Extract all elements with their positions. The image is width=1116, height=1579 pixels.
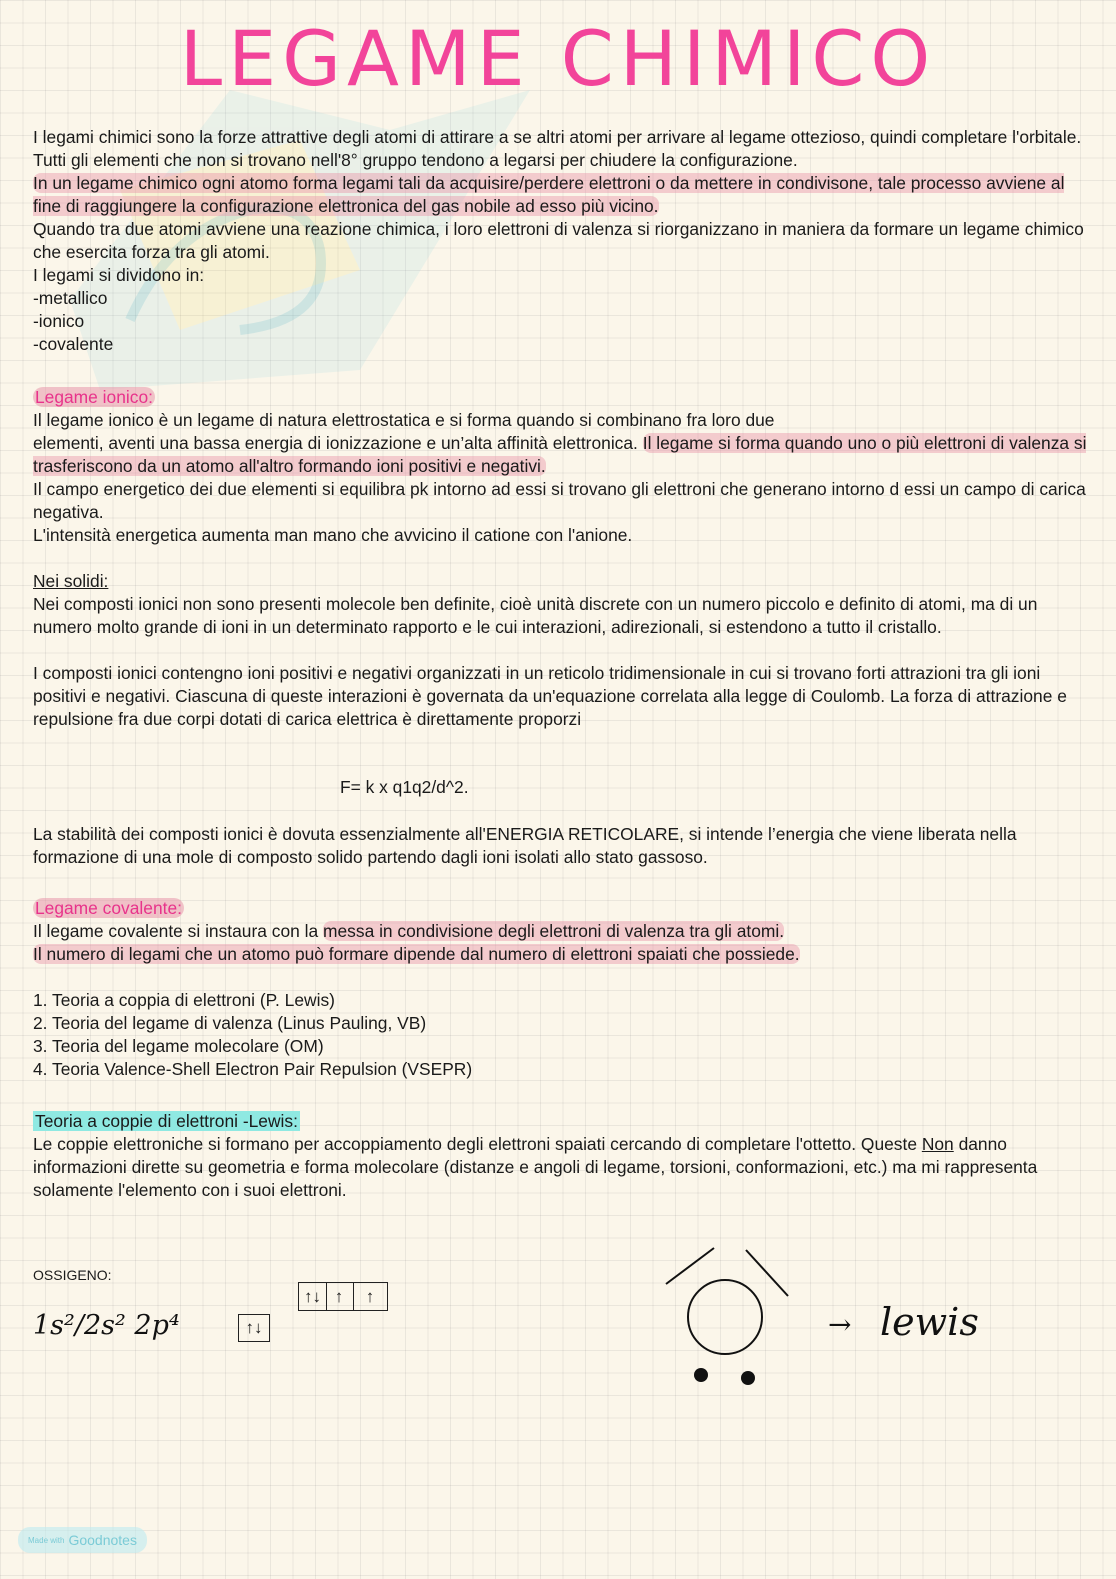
page-title: LEGAME CHIMICO [179,14,937,103]
goodnotes-badge [18,1527,147,1553]
solids-paragraph-1: Nei composti ionici non sono presenti molecole ben definite, cioè unità discrete con un numero piccolo e definito di atomi, ma di un numero molto grande di ioni in un determinato rapporto e le cui interazioni, adirezionali, si estendono a tutto il cristallo. [33,594,1038,637]
covalent-highlight-1: messa in condivisione degli elettroni di valenza tra gli atomi. [323,921,785,941]
covalent-heading: Legame covalente: [35,898,182,918]
ionic-paragraph-1b: elementi, aventi una bassa energia di ionizzazione e un’alta affinità elettronica. [33,433,638,453]
oxygen-label: OSSIGENO: [33,1267,112,1283]
arrow-icon: → [828,1308,852,1341]
lewis-handwritten-label: lewis [880,1300,979,1344]
electron-configuration: 1s²/2s² 2p⁴ [33,1310,180,1341]
solids-section [33,570,1088,731]
goodnotes-brand: Goodnotes [68,1532,137,1548]
ionic-paragraph-3: L'intensità energetica aumenta man mano che avvicino il catione con l'anione. [33,525,633,545]
ionic-paragraph-1a: Il legame ionico è un legame di natura elettrostatica e si forma quando si combinano fra loro due [33,410,775,430]
orbital-box-2p: ↑ [325,1282,354,1311]
bond-type-item: -metallico [33,288,108,308]
theory-item: 2. Teoria del legame di valenza (Linus Pauling, VB) [33,1013,427,1033]
orbital-box-2s: ↑↓ [238,1314,270,1342]
bond-line-right [746,1250,788,1296]
covalent-section [33,897,1088,1081]
electron-dot [741,1371,755,1385]
atom-circle [688,1280,762,1354]
intro-paragraph-4: I legami si dividono in: [33,265,205,285]
ionic-paragraph-2: Il campo energetico dei due elementi si equilibra pk intorno ad essi si trovano gli elettroni che generano intorno d essi un campo di carica negativa. [33,479,1086,522]
lewis-section [33,1110,1088,1202]
intro-paragraph-1: I legami chimici sono la forze attrattive degli atomi di attirare a se altri atomi per arrivare al legame ottezioso, quindi completare l'orbitale. Tutti gli elementi che non si trovano nell'8° gruppo tendono a legarsi per chiudere la configurazione. [33,127,1082,170]
lewis-structure-drawing [660,1240,800,1400]
lewis-underlined-word: Non [921,1134,954,1154]
lewis-paragraph-b: danno informazioni dirette su geometria e forma molecolare (distanze e angoli di legame, torsioni, conformazioni, etc.) ma mi rappresenta solamente l'elemento con i suoi elettroni. [33,1134,1038,1200]
ionic-highlight: Il legame si forma quando uno o più elettroni di valenza si trasferiscono da un atomo all'altro formando ioni positivi e negativi. [33,433,1087,476]
theory-item: 3. Teoria del legame molecolare (OM) [33,1036,324,1056]
lattice-energy-paragraph: La stabilità dei composti ionici è dovuta essenzialmente all'ENERGIA RETICOLARE, si intende l’energia che viene liberata nella formazione di una mole di composto solido partendo dagli ioni isolati allo stato gassoso. [33,824,1017,867]
covalent-paragraph-1a: Il legame covalente si instaura con la [33,921,324,941]
covalent-highlight-2: Il numero di legami che un atomo può formare dipende dal numero di elettroni spaiati che possiede. [33,944,800,964]
orbital-box-2p: ↑↓ [298,1282,327,1311]
lewis-paragraph-a: Le coppie elettroniche si formano per accoppiamento degli elettroni spaiati cercando di completare l'ottetto. Queste [33,1134,922,1154]
bond-type-item: -ionico [33,311,85,331]
bond-type-item: -covalente [33,334,114,354]
ionic-heading: Legame ionico: [35,387,153,407]
orbital-box-2p: ↑ [353,1282,388,1311]
theory-item: 1. Teoria a coppia di elettroni (P. Lewis) [33,990,335,1010]
solids-heading: Nei solidi: [33,571,109,591]
lewis-heading: Teoria a coppie di elettroni -Lewis: [35,1111,298,1131]
solids-paragraph-2: I composti ionici contengno ioni positivi e negativi organizzati in un reticolo tridimensionale in cui si trovano forti attrazioni tra gli ioni positivi e negativi. Ciascuna di queste interazioni è governata da un'equazione correlata alla legge di Coulomb. La forza di attrazione e repulsione fra due corpi dotati di carica elettrica è direttamente proporzi [33,663,1067,729]
theory-item: 4. Teoria Valence-Shell Electron Pair Repulsion (VSEPR) [33,1059,473,1079]
intro-highlight: In un legame chimico ogni atomo forma legami tali da acquisire/perdere elettroni o da mettere in condivisone, tale processo avviene al fine di raggiungere la configurazione elettronica del gas nobile ad esso più vicino. [33,173,1065,216]
intro-paragraph-3: Quando tra due atomi avviene una reazione chimica, i loro elettroni di valenza si riorganizzano in maniera da formare un legame chimico che esercita forza tra gli atomi. [33,219,1084,262]
ionic-section [33,386,1088,547]
made-with-label: Made with [28,1535,65,1545]
coulomb-formula: F= k x q1q2/d^2. [340,777,469,797]
intro-section [33,126,1088,356]
electron-dot [694,1368,708,1382]
bond-line-left [666,1248,714,1284]
